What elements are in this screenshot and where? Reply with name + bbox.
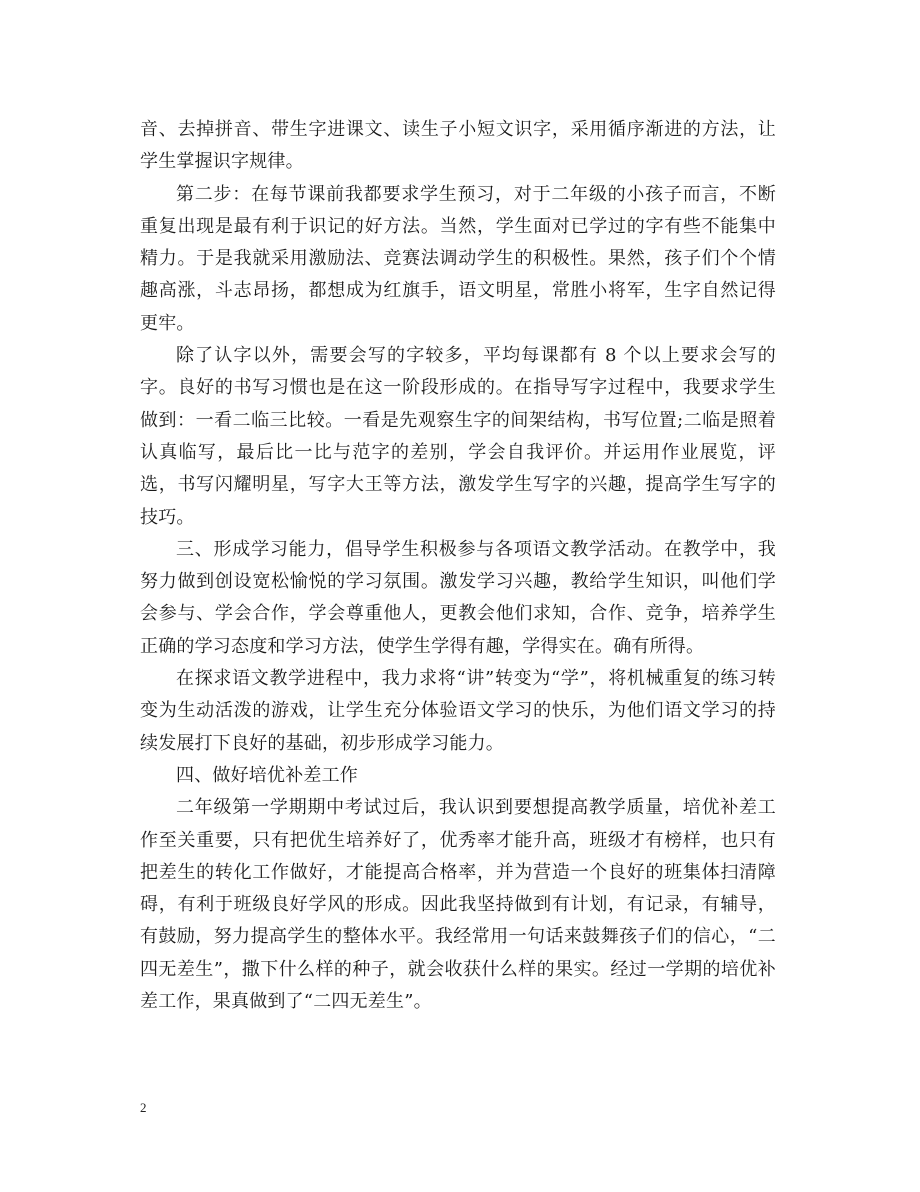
paragraph-step-two: 第二步：在每节课前我都要求学生预习，对于二年级的小孩子而言，不断重复出现是最有利于识记的好方法。当然，学生面对已学过的字有些不能集中精力。于是我就采用激励法、竞赛法调动学生的积极性。果然，孩子们个个情趣高涨，斗志昂扬，都想成为红旗手，语文明星，常胜小将军，生字自然记得更牢。 [140, 183, 776, 334]
paragraph-writing-practice: 除了认字以外，需要会写的字较多，平均每课都有 8 个以上要求会写的字。良好的书写习惯也是在这一阶段形成的。在指导写字过程中，我要求学生做到：一看二临三比较。一看是先观察生字的间架结构，书写位置;二临是照着认真临写，最后比一比与范字的差别，学会自我评价。并运用作业展览，评选，书写闪耀明星，写字大王等方法，激发学生写字的兴趣，提高学生写字的技巧。 [140, 345, 776, 528]
paragraph-tutoring-work: 二年级第一学期期中考试过后，我认识到要想提高教学质量，培优补差工作至关重要，只有把优生培养好了，优秀率才能升高，班级才有榜样，也只有把差生的转化工作做好，才能提高合格率，并为营造一个良好的班集体扫清障碍，有利于班级良好学风的形成。因此我坚持做到有计划，有记录，有辅导，有鼓励，努力提高学生的整体水平。我经常用一句话来鼓舞孩子们的信心，“二四无差生”，撒下什么样的种子，就会收获什么样的果实。经过一学期的培优补差工作，果真做到了“二四无差生”。 [140, 797, 776, 1013]
paragraph-continuation: 音、去掉拼音、带生字进课文、读生子小短文识字，采用循序渐进的方法，让学生掌握识字规律。 [140, 119, 776, 173]
paragraph-teaching-process: 在探求语文教学进程中，我力求将“讲”转变为“学”，将机械重复的练习转变为生动活泼的游戏，让学生充分体验语文学习的快乐，为他们语文学习的持续发展打下良好的基础，初步形成学习能力。 [140, 668, 776, 754]
section-heading-four: 四、做好培优补差工作 [176, 764, 358, 786]
document-body [140, 114, 776, 1018]
paragraph-section-three: 三、形成学习能力，倡导学生积极参与各项语文教学活动。在教学中，我努力做到创设宽松愉悦的学习氛围。激发学习兴趣，教给学生知识，叫他们学会参与、学会合作，学会尊重他人，更教会他们求知，合作、竞争，培养学生正确的学习态度和学习方法，使学生学得有趣，学得实在。确有所得。 [140, 538, 776, 657]
page-number: 2 [140, 1100, 147, 1115]
